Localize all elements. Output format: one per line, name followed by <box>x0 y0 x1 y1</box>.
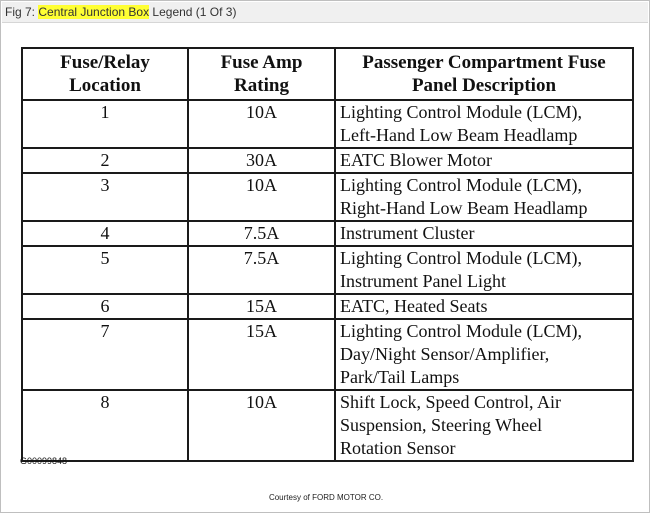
description-line: EATC, Heated Seats <box>340 296 488 316</box>
table-row <box>22 148 633 173</box>
rating-cell: 10A <box>188 100 335 148</box>
rating-cell: 15A <box>188 319 335 390</box>
header-line: Passenger Compartment Fuse <box>362 52 606 73</box>
description-line: Day/Night Sensor/Amplifier, <box>340 344 550 364</box>
rating-cell: 7.5A <box>188 246 335 294</box>
column-header-rating <box>188 48 335 100</box>
table-row <box>22 173 633 221</box>
rating-cell: 7.5A <box>188 221 335 246</box>
description-cell <box>335 319 633 390</box>
courtesy-credit: Courtesy of FORD MOTOR CO. <box>268 493 384 502</box>
description-line: Lighting Control Module (LCM), <box>340 321 582 341</box>
description-cell <box>335 246 633 294</box>
fuse-legend-table <box>21 47 634 462</box>
table-header-row <box>22 48 633 100</box>
description-cell <box>335 173 633 221</box>
figure-code: G00099848 <box>20 456 68 466</box>
header-line: Fuse/Relay <box>60 52 150 73</box>
rating-cell: 30A <box>188 148 335 173</box>
description-cell <box>335 148 633 173</box>
column-header-description <box>335 48 633 100</box>
location-cell: 7 <box>22 319 188 390</box>
rating-cell: 10A <box>188 390 335 461</box>
figure-title-prefix: Fig 7: <box>5 5 39 19</box>
description-cell <box>335 294 633 319</box>
table-row <box>22 246 633 294</box>
description-line: Lighting Control Module (LCM), <box>340 175 582 195</box>
location-cell: 4 <box>22 221 188 246</box>
figure-title-bar <box>2 2 648 23</box>
rating-cell: 10A <box>188 173 335 221</box>
location-cell: 8 <box>22 390 188 461</box>
description-line: Left-Hand Low Beam Headlamp <box>340 125 578 145</box>
location-cell: 1 <box>22 100 188 148</box>
location-cell: 5 <box>22 246 188 294</box>
header-line: Rating <box>234 75 289 96</box>
description-line: EATC Blower Motor <box>340 150 492 170</box>
table-row <box>22 100 633 148</box>
description-cell <box>335 221 633 246</box>
description-line: Lighting Control Module (LCM), <box>340 248 582 268</box>
description-line: Shift Lock, Speed Control, Air <box>340 392 561 412</box>
description-cell <box>335 100 633 148</box>
figure-title-highlight: Central Junction Box <box>38 5 150 19</box>
location-cell: 2 <box>22 148 188 173</box>
table-row <box>22 221 633 246</box>
description-line: Instrument Panel Light <box>340 271 506 291</box>
table-row <box>22 390 633 461</box>
description-line: Lighting Control Module (LCM), <box>340 102 582 122</box>
description-line: Park/Tail Lamps <box>340 367 460 387</box>
description-line: Right-Hand Low Beam Headlamp <box>340 198 588 218</box>
description-cell <box>335 390 633 461</box>
description-line: Suspension, Steering Wheel <box>340 415 543 435</box>
location-cell: 6 <box>22 294 188 319</box>
table-row <box>22 319 633 390</box>
figure-title-suffix: Legend (1 Of 3) <box>149 5 237 19</box>
rating-cell: 15A <box>188 294 335 319</box>
header-line: Location <box>69 75 141 96</box>
header-line: Panel Description <box>411 75 557 96</box>
table-row <box>22 294 633 319</box>
header-line: Fuse Amp <box>220 52 303 73</box>
location-cell: 3 <box>22 173 188 221</box>
column-header-location <box>22 48 188 100</box>
description-line: Rotation Sensor <box>340 438 456 458</box>
description-line: Instrument Cluster <box>340 223 475 243</box>
